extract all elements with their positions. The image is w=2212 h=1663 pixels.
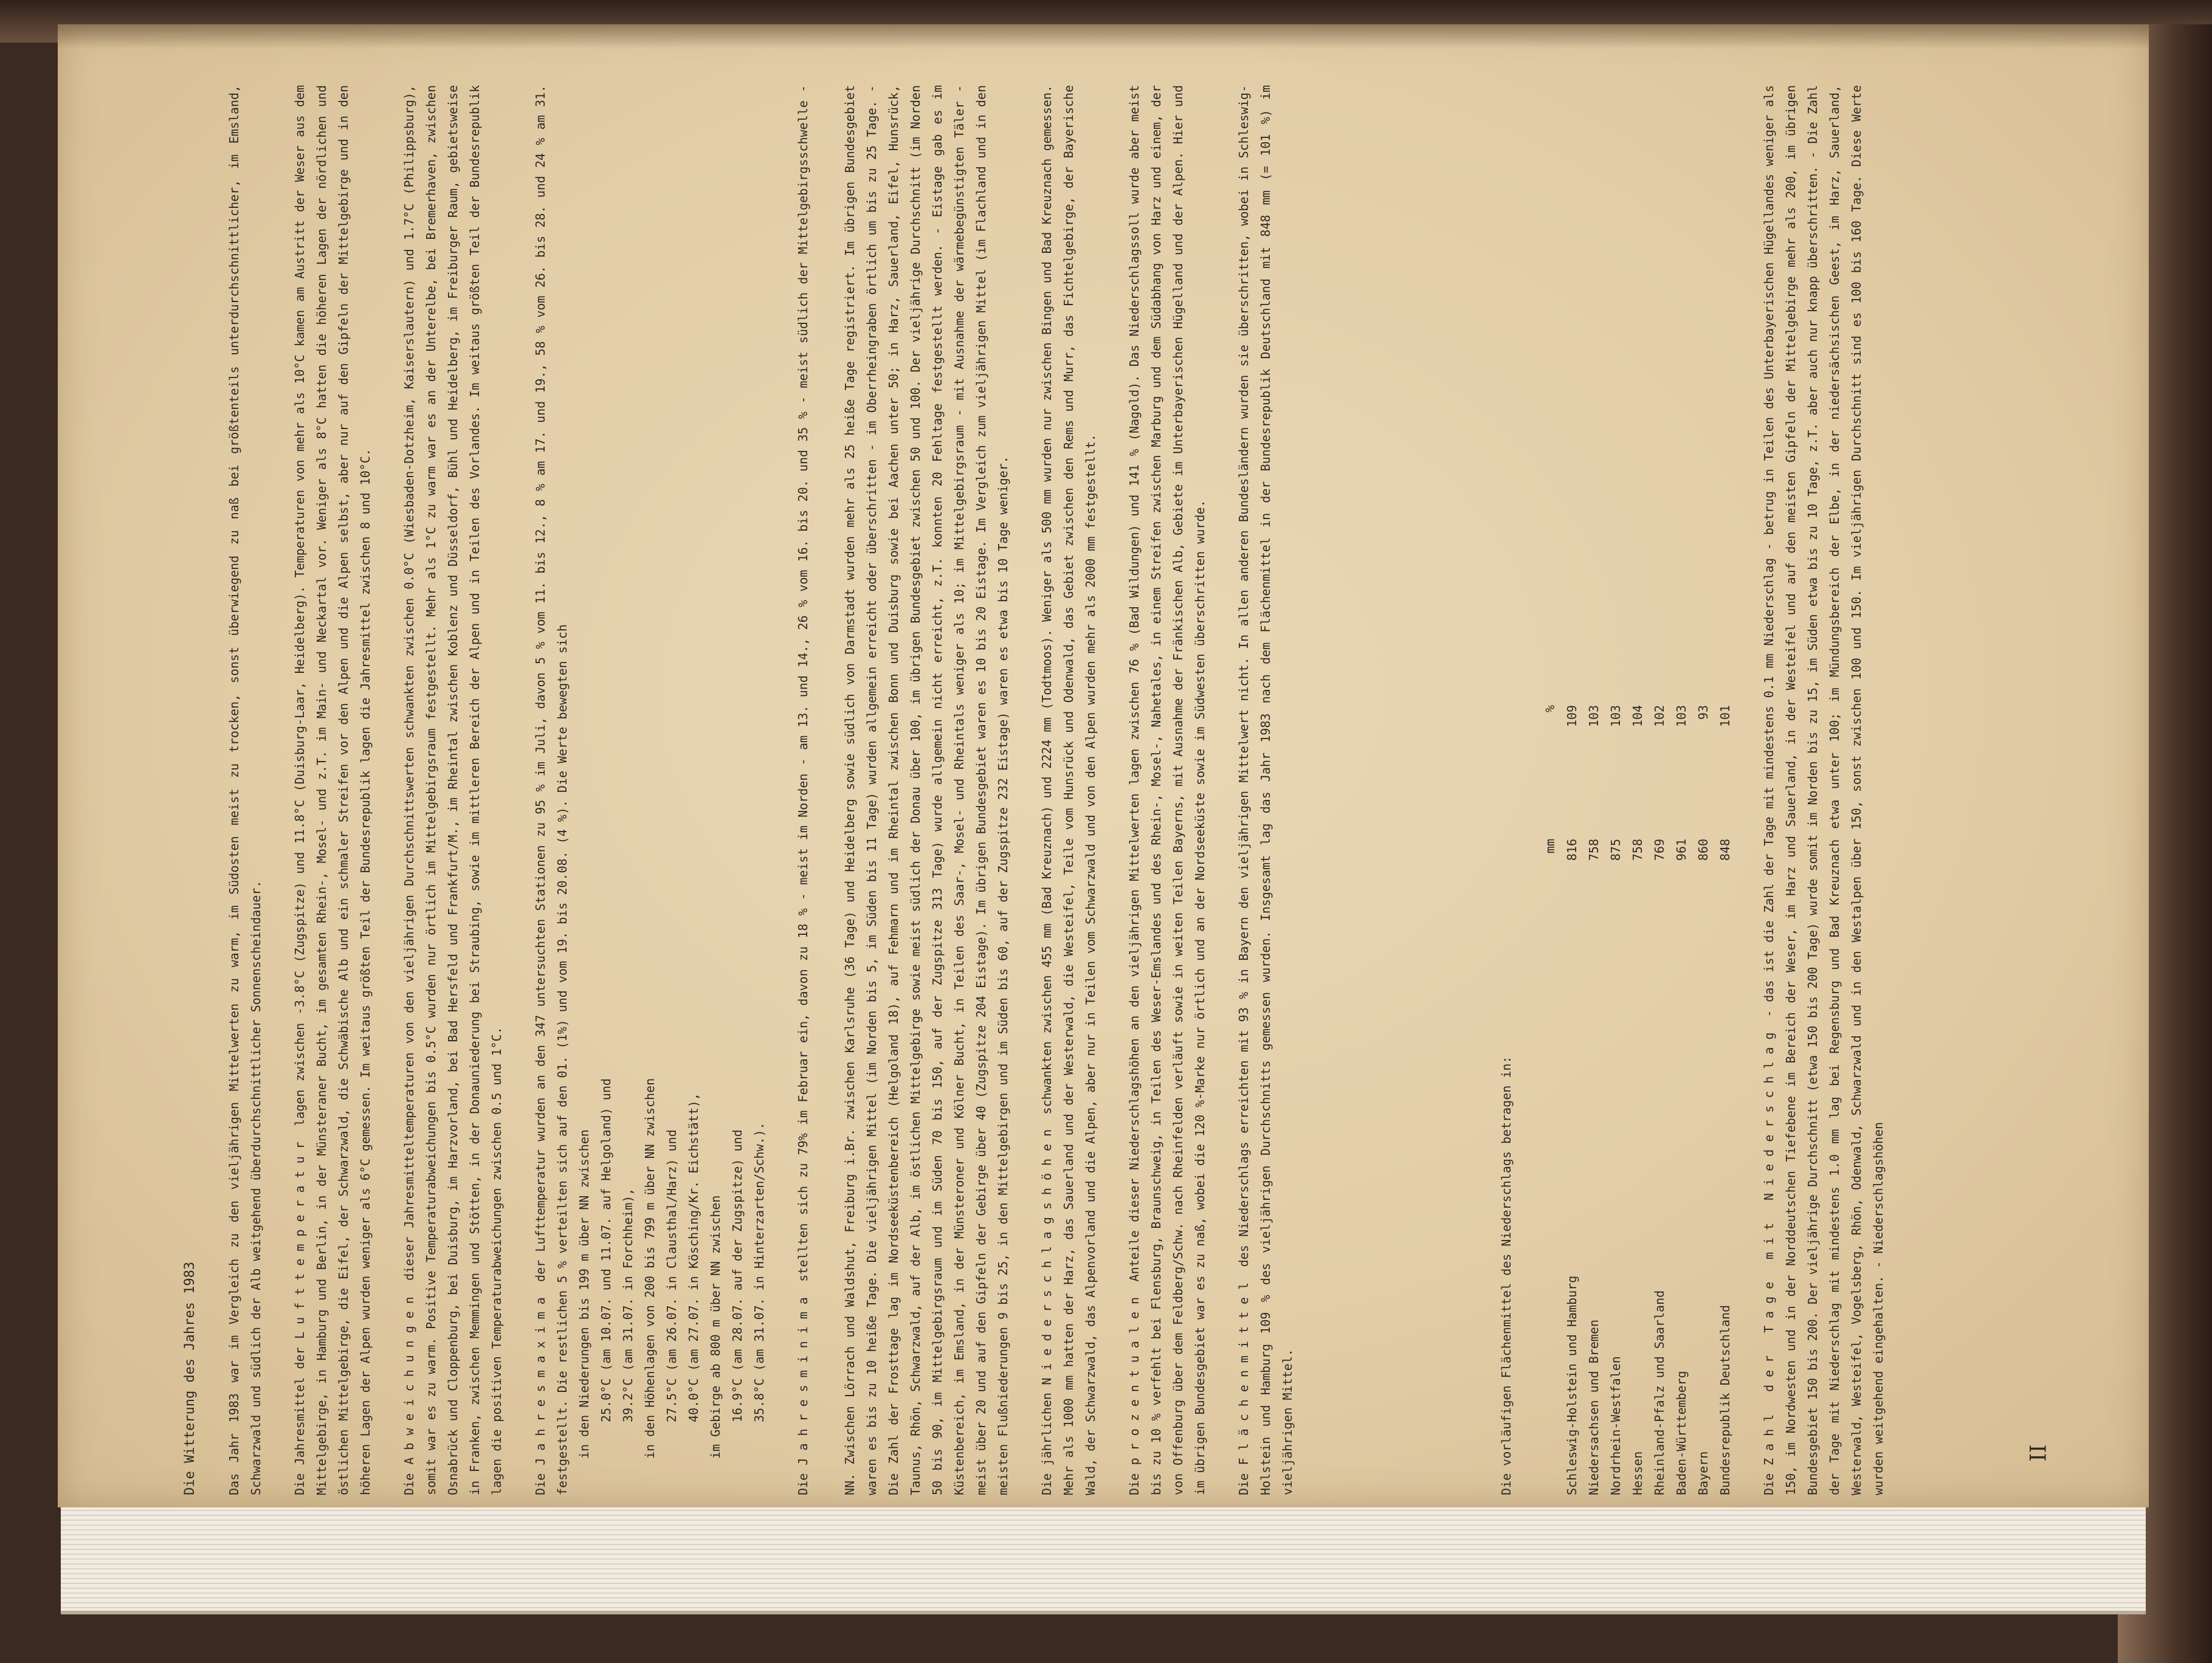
document-title: Die Witterung des Jahres 1983 bbox=[182, 1261, 198, 1495]
table-cell-mm: 848 bbox=[1718, 839, 1732, 861]
max-body: der Lufttemperatur wurden an den 347 untersuchten Stationen zu 95 % im Juli, davon 5 % vom 11. bis 12., 8 % am 17. und 19., 58 % vom 26. bis 28. und 24 % am 31. festgestellt. Die restlichen 5 % verteilten sich auf den 01. (1%) und vom 19. bis 20.08. (4 %). Die Werte bewegten sich bbox=[533, 85, 570, 1495]
list-item: 16.9°C (am 28.07. auf der Zugspitze) und bbox=[730, 1129, 745, 1422]
paragraph-maxima bbox=[529, 85, 573, 1495]
table-header-row bbox=[1539, 705, 1561, 1495]
precip-keyword: Niederschlagshöhen bbox=[1039, 1121, 1054, 1385]
max-keyword: Jahresmaxima bbox=[533, 1290, 548, 1465]
pct-keyword: prozentualen bbox=[1127, 1289, 1142, 1465]
list-item: 40.0°C (am 27.07. in Kösching/Kr. Eichstätt), bbox=[686, 1093, 701, 1422]
table-header-mm: mm bbox=[1543, 839, 1557, 854]
table-cell-name: Nordrhein-Westfalen bbox=[1608, 1356, 1623, 1495]
pct-lead: Die bbox=[1127, 1473, 1142, 1495]
table-row bbox=[1649, 705, 1670, 1495]
paragraph-temperature bbox=[289, 85, 376, 1495]
dev-keyword: Abweichungen bbox=[402, 1289, 416, 1465]
document-page bbox=[58, 24, 2149, 1507]
table-row bbox=[1670, 705, 1692, 1495]
area-keyword: Flächenmittel bbox=[1236, 1275, 1251, 1465]
temp-keyword: Lufttemperatur bbox=[292, 1134, 307, 1339]
table-cell-mm: 816 bbox=[1565, 839, 1579, 861]
table-row bbox=[1627, 705, 1649, 1495]
table-row bbox=[1692, 705, 1714, 1495]
days-keyword: Zahl der Tage mit Niederschlag bbox=[1762, 1025, 1776, 1465]
text-column-2 bbox=[839, 85, 1477, 1495]
table-cell-mm: 875 bbox=[1608, 839, 1623, 861]
page-number: II bbox=[2026, 1444, 2052, 1462]
table-cell-mm: 961 bbox=[1674, 839, 1689, 861]
table-cell-pct: 101 bbox=[1718, 705, 1732, 728]
precip-body: schwankten zwischen 455 mm (Bad Kreuznach) und 2224 mm (Todtmoos). Weniger als 500 mm wurden nur zwischen Bingen und Bad Kreuznach gemessen. Mehr als 1000 mm hatten der Harz, das Sauerland und der Westerwald, die Westeifel, Teile vom Hunsrück und Odenwald, das Gebiet zwischen den Rems und Murr, das Fichtelgebirge, der Bayerische Wald, der Schwarzwald, das Alpenvorland und die Alpen, aber nur in Teilen vom Schwarzwald und von den Alpen wurden mehr als 2000 mm festgestellt. bbox=[1039, 85, 1098, 1495]
paragraph-intro: Das Jahr 1983 war im Vergleich zu den vieljährigen Mittelwerten zu warm, im Südosten meist zu trocken, sonst überwiegend zu naß bei größtenteils unterdurchschnittlicher, im Emsland, Schwarzwald und südlich der Alb weitgehend überdurchschnittlicher Sonnenscheindauer. bbox=[227, 85, 263, 1495]
text-column-3 bbox=[1495, 85, 2134, 1495]
paragraph-minima bbox=[792, 85, 818, 1495]
table-row bbox=[1583, 705, 1605, 1495]
table-header-pct: % bbox=[1543, 705, 1557, 713]
maxima-list bbox=[573, 85, 770, 1495]
table-intro: Die vorläufigen Flächenmittel des Niederschlags betragen in: bbox=[1499, 1056, 1514, 1495]
days-lead: Die bbox=[1762, 1473, 1776, 1495]
min-body: stellten sich zu 79% im Februar ein, davon zu 18 % - meist im Norden - am 13. und 14., 26 % vom 16. bis 20. und 35 % - meist südlich der Mittelgebirgsschwelle - bbox=[796, 85, 810, 1282]
dev-body: dieser Jahresmitteltemperaturen von den vieljährigen Durchschnittswerten schwankten zwischen 0.0°C (Wiesbaden-Dotzheim, Kaiserslautern) und 1.7°C (Philippsburg), somit war es zu warm. Positive Temperaturabweichungen bis 0.5°C wurden nur örtlich im Mittelgebirgsraum festgestellt. Mehr als 1°C zu warm war es an der Unterelbe, bei Bremerhaven, zwischen Osnabrück und Cloppenburg, bei Duisburg, im Harzvorland, bei Bad Hersfeld und Frankfurt/M., im Rheintal zwischen Koblenz und Düsseldorf, Bühl und Heidelberg, im Freiburger Raum, gebietsweise in Franken, zwischen Memmingen und Stötten, in der Donauniederung bei Straubing, sowie im mittleren Bereich der Alpen und in Teilen des Vorlandes. Im weitaus größten Teil der Bundesrepublik lagen die positiven Temperaturabweichungen zwischen 0.5 und 1°C. bbox=[402, 85, 504, 1495]
table-cell-name: Rheinland-Pfalz und Saarland bbox=[1652, 1290, 1667, 1495]
paragraph-frost-days: NN. Zwischen Lörrach und Waldshut, Freiburg i.Br. zwischen Karlsruhe (36 Tage) und Heidelberg sowie südlich von Darmstadt wurden mehr als 25 heiße Tage registriert. Im übrigen Bundesgebiet waren es bis zu 10 heiße Tage. Die vieljährigen Mittel (im Norden bis 5, im Süden bis 11 Tage) wurden allgemein erreicht oder überschritten - im Oberrheingraben örtlich um bis zu 25 Tage. - Die Zahl der Frosttage lag im Nordseeküstenbereich (Helgoland 18), auf Fehmarn und im Rheintal zwischen Bonn und Duisburg sowie bei Aachen unter 50; in Harz, Sauerland, Eifel, Hunsrück, Taunus, Rhön, Schwarzwald, auf der Alb, im östlichen Mittelgebirge sowie meist südlich der Donau über 100, im übrigen Bundesgebiet zwischen 50 und 100. Der vieljährige Durchschnitt (im Norden 50 bis 90, im Mittelgebirgsraum und im Süden 70 bis 150, auf der Zugspitze 313 Tage) wurde allgemein nicht erreicht, z.T. konnten 20 Fehltage festgestellt werden. - Eistage gab es im Küstenbereich, im Emsland, in der Münsteroner und Kölner Bucht, in Teilen des Saar-, Mosel- und Rheintals weniger als 10; im Mittelgebirgsraum - mit Ausnahme der wärmebegünstigten Täler - meist über 20 und auf den Gipfeln der Gebirge über 40 (Zugspitze 204 Eistage). Im übrigen Bundesgebiet waren es 10 bis 20 Eistage. Im Vergleich zum vieljährigen Mittel (im Flachland und in den meisten Flußniederungen 9 bis 25, in den Mittelgebirgen und im Süden bis 60, auf der Zugspitze 232 Eistage) waren es etwa bis 10 Tage weniger. bbox=[842, 85, 1010, 1495]
area-body: des Niederschlags erreichten mit 93 % in Bayern den vieljährigen Mittelwert nicht. In allen anderen Bundesländern wurden sie überschritten, wobei in Schleswig-Holstein und Hamburg 109 % des vieljährigen Durchschnitts gemessen wurden. Insgesamt lag das Jahr 1983 nach dem Flächenmittel in der Bundesrepublik Deutschland mit 848 mm (= 101 %) im vieljährigen Mittel. bbox=[1236, 85, 1295, 1495]
table-cell-name: Niedersachsen und Bremen bbox=[1587, 1320, 1601, 1495]
table-cell-name: Baden-Württemberg bbox=[1674, 1371, 1689, 1495]
table-row bbox=[1714, 705, 1736, 1495]
table-cell-pct: 109 bbox=[1565, 705, 1579, 728]
temp-lead: Die Jahresmittel der bbox=[292, 1347, 307, 1495]
paragraph-percentages bbox=[1123, 85, 1211, 1495]
page-stack-edge bbox=[61, 1501, 2146, 1614]
list-item: im Gebirge ab 800 m über NN zwischen bbox=[708, 1195, 723, 1459]
table-row bbox=[1561, 705, 1583, 1495]
precipitation-table bbox=[1539, 705, 1736, 1495]
table-cell-mm: 758 bbox=[1587, 839, 1601, 861]
table-cell-pct: 103 bbox=[1674, 705, 1689, 728]
dev-lead: Die bbox=[402, 1473, 416, 1495]
table-cell-pct: 93 bbox=[1696, 705, 1711, 720]
table-cell-mm: 860 bbox=[1696, 839, 1711, 861]
paragraph-area-means bbox=[1233, 85, 1298, 1495]
list-item: in den Niederungen bis 199 m über NN zwischen bbox=[577, 1129, 591, 1459]
list-item: in den Höhenlagen von 200 bis 799 m über NN zwischen bbox=[643, 1078, 657, 1459]
list-item: 25.0°C (am 10.07. und 11.07. auf Helgoland) und bbox=[599, 1078, 613, 1422]
max-lead: Die bbox=[533, 1473, 548, 1495]
list-item: 35.8°C (am 31.07. in Hinterzarten/Schw.). bbox=[752, 1122, 767, 1422]
table-cell-mm: 758 bbox=[1630, 839, 1645, 861]
table-cell-name: Hessen bbox=[1630, 1451, 1645, 1495]
min-keyword: Jahresminima bbox=[796, 1290, 810, 1465]
paragraph-deviations bbox=[398, 85, 508, 1495]
precip-lead: Die jährlichen bbox=[1039, 1393, 1054, 1495]
table-header-name bbox=[1539, 948, 1561, 1495]
table-cell-name: Schleswig-Holstein und Hamburg bbox=[1565, 1275, 1579, 1495]
text-column-1 bbox=[179, 85, 818, 1495]
table-cell-mm: 769 bbox=[1652, 839, 1667, 861]
min-lead: Die bbox=[796, 1473, 810, 1495]
table-cell-pct: 103 bbox=[1608, 705, 1623, 728]
list-item: 27.5°C (am 26.07. in Clausthal/Harz) und bbox=[664, 1129, 679, 1422]
days-body: - das ist die Zahl der Tage mit mindestens 0.1 mm Niederschlag - betrug in Teilen des Unterbayerischen Hügellandes weniger als 150, im Nordwesten und in der Norddeutschen Tiefebene im Bereich der Weser, im Harz und Sauerland, in der Westeifel und auf den meisten Gipfeln der Mittelgebirge mehr als 200, im übrigen Bundesgebiet 150 bis 200. Der vieljährige Durchschnitt (etwa 150 bis 200 Tage) wurde somit im Norden bis zu 15, im Süden etwa bis zu 10 Tage, z.T. aber auch nur knapp überschritten. - Die Zahl der Tage mit Niederschlag mit mindestens 1.0 mm lag bei Regensburg und Bad Kreuznach etwa unter 100; im Mündungsbereich der Elbe, in der niedersächsischen Geest, im Harz, Sauerland, Westerwald, Westeifel, Vogelsberg, Rhön, Odenwald, Schwarzwald und in den Westalpen über 150, sonst zwischen 100 und 150. Im vieljährigen Durchschnitt sind es 100 bis 160 Tage. Diese Werte wurden weitgehend eingehalten. - Niederschlagshöhen bbox=[1762, 85, 1886, 1495]
table-cell-name: Bayern bbox=[1696, 1451, 1711, 1495]
table-cell-pct: 104 bbox=[1630, 705, 1645, 728]
gutter-shadow bbox=[58, 24, 2149, 49]
table-cell-name: Bundesrepublik Deutschland bbox=[1718, 1304, 1732, 1495]
temp-body: lagen zwischen -3.8°C (Zugspitze) und 11.8°C (Duisburg-Laar, Heidelberg). Temperaturen von mehr als 10°C kamen am Austritt der Weser aus dem Mittelgebirge, in Hamburg und Berlin, in der Münsteraner Bucht, im gesamten Rhein-, Mosel- und z.T. im Main- und Neckartal vor. Weniger als 8°C hatten die höheren Lagen der nördlichen und östlichen Mittelgebirge, die Eifel, der Schwarzwald, die Schwäbische Alb und ein schmaler Streifen vor den Alpen und die Alpen selbst, aber nur auf den Gipfeln der Mittelgebirge und in den höheren Lagen der Alpen wurden weniger als 6°C gemessen. Im weitaus größten Teil der Bundesrepublik lagen die Jahresmittel zwischen 8 und 10°C. bbox=[292, 85, 373, 1495]
pct-body: Anteile dieser Niederschlagshöhen an den vieljährigen Mittelwerten lagen zwischen 76 % (Bad Wildungen) und 141 % (Nagold). Das Niederschlagssoll wurde aber meist bis zu 10 % verfehlt bei Flensburg, Braunschweig, in Teilen des Weser-Emslandes und des Rhein-, Mosel-, Nahetales, in einem Streifen zwischen Marburg und dem Südabhang von Harz und einem, der von Offenburg über dem Feldberg/Schw. nach Rheinfelden verläuft sowie in weiten Teilen Bayerns, mit Ausnahme der Fränkischen Alb, Gebiete im Unterbayerischen Hügelland und der Alpen. Hier und im übrigen Bundesgebiet war es zu naß, wobei die 120 %-Marke nur örtlich und an der Nordseeküste sowie im Südwesten überschritten wurde. bbox=[1127, 85, 1207, 1495]
table-cell-pct: 102 bbox=[1652, 705, 1667, 728]
table-row bbox=[1605, 705, 1627, 1495]
paragraph-precip-days bbox=[1758, 85, 1889, 1495]
list-item: 39.2°C (am 31.07. in Forchheim), bbox=[621, 1188, 635, 1422]
rotated-text-block bbox=[179, 85, 2149, 1495]
table-cell-pct: 103 bbox=[1587, 705, 1601, 728]
area-lead: Die bbox=[1236, 1473, 1251, 1495]
paragraph-precipitation bbox=[1036, 85, 1101, 1495]
